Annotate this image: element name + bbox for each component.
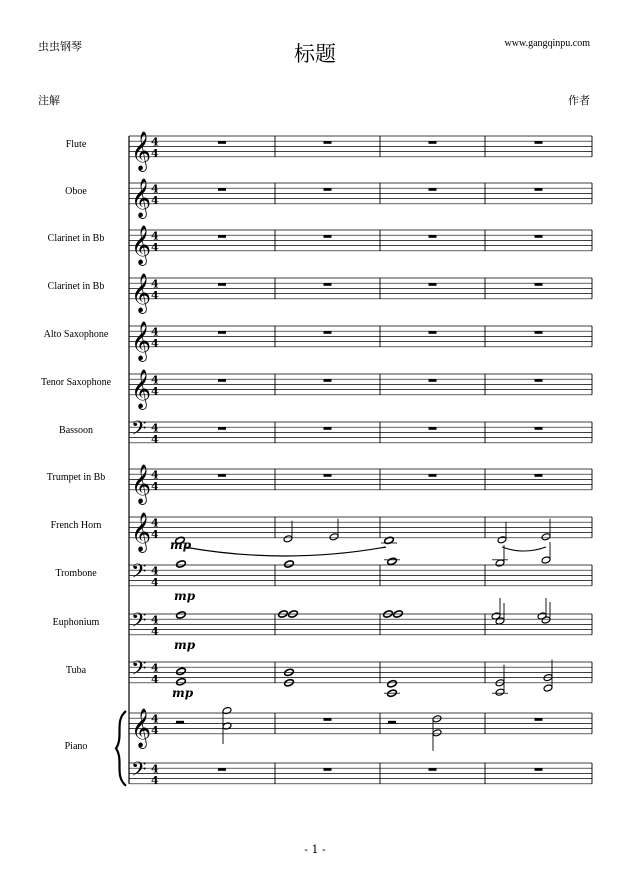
time-sig-unit: 4 bbox=[151, 193, 159, 207]
treble-clef-icon: 𝄞 bbox=[131, 463, 152, 504]
tie bbox=[502, 547, 546, 551]
bass-clef-icon: 𝄢 bbox=[131, 656, 147, 685]
treble-clef-icon: 𝄞 bbox=[131, 272, 152, 313]
whole-rest bbox=[429, 427, 437, 430]
instrument-label: Clarinet in Bb bbox=[47, 281, 105, 293]
half-note bbox=[495, 688, 505, 696]
staff-14 bbox=[129, 758, 592, 787]
dynamic-mark: mp bbox=[174, 588, 196, 603]
whole-rest bbox=[535, 718, 543, 721]
time-sig-unit: 4 bbox=[151, 527, 159, 541]
whole-rest bbox=[324, 427, 332, 430]
staff-4 bbox=[129, 273, 592, 314]
whole-rest bbox=[535, 379, 543, 382]
instrument-label: Flute bbox=[65, 139, 87, 151]
whole-note bbox=[176, 611, 187, 619]
time-sig-unit: 4 bbox=[151, 624, 159, 638]
bass-clef-icon: 𝄢 bbox=[131, 757, 147, 786]
whole-rest bbox=[324, 235, 332, 238]
whole-rest bbox=[218, 768, 226, 771]
time-sig-beats: 4 bbox=[151, 421, 159, 435]
whole-note bbox=[284, 560, 295, 568]
bass-clef-icon: 𝄢 bbox=[131, 416, 147, 445]
whole-rest bbox=[535, 188, 543, 191]
whole-rest bbox=[324, 283, 332, 286]
dynamic-mark: mp bbox=[174, 637, 196, 652]
time-sig-unit: 4 bbox=[151, 336, 159, 350]
page-title: 标题 bbox=[294, 42, 336, 66]
whole-rest bbox=[429, 235, 437, 238]
half-note bbox=[432, 729, 442, 737]
slur bbox=[184, 547, 386, 556]
staff-8 bbox=[129, 464, 592, 505]
treble-clef-icon: 𝄞 bbox=[131, 130, 152, 171]
site-name: 虫虫钢琴 bbox=[38, 40, 82, 53]
whole-rest bbox=[429, 331, 437, 334]
time-sig-unit: 4 bbox=[151, 575, 159, 589]
treble-clef-icon: 𝄞 bbox=[131, 224, 152, 265]
treble-clef-icon: 𝄞 bbox=[131, 511, 152, 552]
time-sig-beats: 4 bbox=[151, 229, 159, 243]
whole-rest bbox=[535, 331, 543, 334]
instrument-label: Trumpet in Bb bbox=[46, 472, 106, 484]
treble-clef-icon: 𝄞 bbox=[131, 320, 152, 361]
staff-12 bbox=[129, 657, 592, 700]
whole-rest bbox=[218, 379, 226, 382]
half-note bbox=[432, 715, 442, 723]
half-note bbox=[541, 616, 551, 624]
whole-rest bbox=[324, 331, 332, 334]
whole-rest bbox=[218, 141, 226, 144]
notes-label: 注解 bbox=[38, 94, 60, 107]
whole-rest bbox=[429, 141, 437, 144]
instrument-label: Trombone bbox=[55, 568, 97, 580]
whole-rest bbox=[324, 141, 332, 144]
bass-clef-icon: 𝄢 bbox=[131, 559, 147, 588]
whole-rest bbox=[535, 141, 543, 144]
whole-rest bbox=[535, 768, 543, 771]
half-note bbox=[541, 533, 551, 541]
staff-11 bbox=[129, 598, 592, 652]
page-number: - 1 - bbox=[304, 843, 326, 856]
instrument-label: Euphonium bbox=[52, 617, 100, 629]
whole-rest bbox=[324, 474, 332, 477]
whole-note bbox=[387, 680, 398, 688]
time-sig-beats: 4 bbox=[151, 613, 159, 627]
whole-rest bbox=[218, 235, 226, 238]
whole-rest bbox=[535, 427, 543, 430]
whole-rest bbox=[429, 379, 437, 382]
time-sig-beats: 4 bbox=[151, 661, 159, 675]
time-sig-unit: 4 bbox=[151, 672, 159, 686]
instrument-label: Tuba bbox=[65, 665, 87, 677]
whole-rest bbox=[324, 718, 332, 721]
staff-7 bbox=[129, 417, 592, 446]
time-sig-beats: 4 bbox=[151, 564, 159, 578]
instrument-label: French Horn bbox=[50, 520, 102, 532]
whole-rest bbox=[429, 283, 437, 286]
whole-rest bbox=[218, 427, 226, 430]
bass-clef-icon: 𝄢 bbox=[131, 608, 147, 637]
staff-2 bbox=[129, 178, 592, 219]
staff-9 bbox=[129, 512, 592, 556]
whole-rest bbox=[429, 768, 437, 771]
whole-rest bbox=[429, 188, 437, 191]
staff-1 bbox=[129, 131, 592, 172]
time-sig-unit: 4 bbox=[151, 773, 159, 787]
staff-3 bbox=[129, 225, 592, 266]
time-sig-unit: 4 bbox=[151, 479, 159, 493]
half-note bbox=[222, 707, 232, 715]
time-sig-beats: 4 bbox=[151, 182, 159, 196]
time-sig-beats: 4 bbox=[151, 468, 159, 482]
time-sig-unit: 4 bbox=[151, 288, 159, 302]
instrument-label: Clarinet in Bb bbox=[47, 233, 105, 245]
composer-label: 作者 bbox=[568, 94, 590, 107]
site-url[interactable]: www.gangqinpu.com bbox=[504, 38, 590, 49]
half-note bbox=[497, 536, 507, 544]
instrument-label: Alto Saxophone bbox=[43, 329, 109, 341]
instrument-label: Tenor Saxophone bbox=[40, 377, 112, 389]
time-sig-unit: 4 bbox=[151, 432, 159, 446]
half-note bbox=[283, 535, 293, 543]
whole-rest bbox=[218, 474, 226, 477]
half-note bbox=[329, 533, 339, 541]
time-sig-beats: 4 bbox=[151, 516, 159, 530]
half-note bbox=[541, 556, 551, 564]
dynamic-mark: mp bbox=[172, 685, 194, 700]
whole-rest bbox=[535, 235, 543, 238]
time-sig-unit: 4 bbox=[151, 146, 159, 160]
whole-note bbox=[176, 678, 187, 686]
treble-clef-icon: 𝄞 bbox=[131, 368, 152, 409]
whole-rest bbox=[218, 188, 226, 191]
time-sig-beats: 4 bbox=[151, 762, 159, 776]
whole-note bbox=[387, 557, 398, 565]
staff-5 bbox=[129, 321, 592, 362]
instrument-label: Bassoon bbox=[59, 425, 93, 437]
treble-clef-icon: 𝄞 bbox=[131, 707, 152, 748]
treble-clef-icon: 𝄞 bbox=[131, 177, 152, 218]
dynamic-mark: mp bbox=[170, 537, 192, 552]
time-sig-unit: 4 bbox=[151, 240, 159, 254]
whole-note bbox=[176, 560, 187, 568]
whole-rest bbox=[218, 331, 226, 334]
staff-6 bbox=[129, 369, 592, 410]
whole-rest bbox=[324, 768, 332, 771]
time-sig-beats: 4 bbox=[151, 373, 159, 387]
instrument-label: Oboe bbox=[65, 186, 87, 198]
whole-rest bbox=[324, 188, 332, 191]
whole-rest bbox=[324, 379, 332, 382]
whole-rest bbox=[535, 283, 543, 286]
whole-rest bbox=[218, 283, 226, 286]
time-sig-beats: 4 bbox=[151, 325, 159, 339]
whole-note bbox=[176, 667, 187, 675]
staff-13 bbox=[129, 707, 592, 751]
time-sig-unit: 4 bbox=[151, 384, 159, 398]
time-sig-beats: 4 bbox=[151, 277, 159, 291]
whole-rest bbox=[429, 474, 437, 477]
time-sig-beats: 4 bbox=[151, 135, 159, 149]
time-sig-beats: 4 bbox=[151, 712, 159, 726]
half-note bbox=[543, 684, 553, 692]
instrument-label: Piano bbox=[64, 741, 88, 753]
time-sig-unit: 4 bbox=[151, 723, 159, 737]
whole-rest bbox=[535, 474, 543, 477]
